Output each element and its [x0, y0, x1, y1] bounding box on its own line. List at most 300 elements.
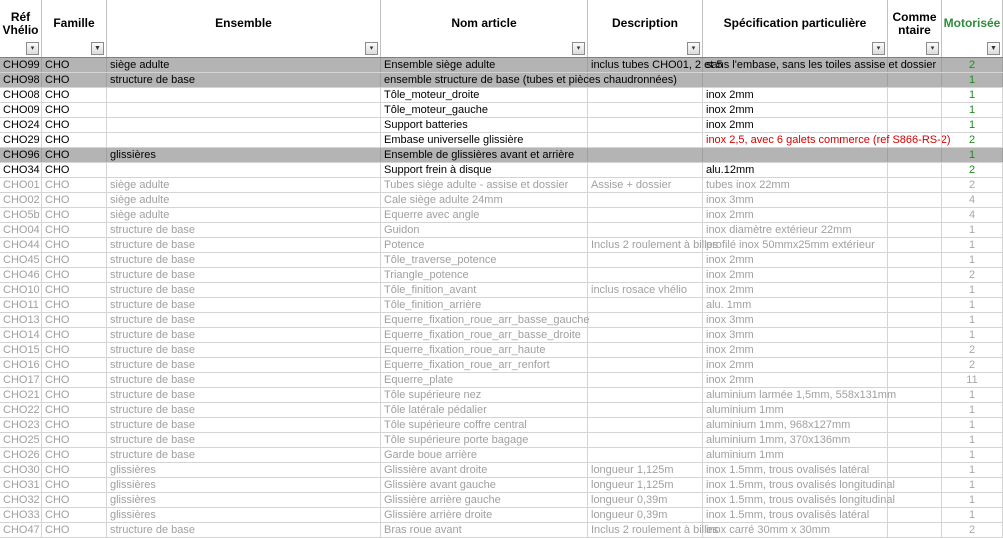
cell-nom[interactable]: Tôle_moteur_droite	[381, 88, 588, 102]
cell-desc[interactable]: longueur 1,125m	[588, 478, 703, 492]
cell-moto[interactable]: 4	[942, 208, 1003, 222]
cell-ref[interactable]: CHO15	[0, 343, 42, 357]
cell-ref[interactable]: CHO21	[0, 388, 42, 402]
table-row[interactable]	[0, 208, 1003, 223]
cell-spec[interactable]: inox 1.5mm, trous ovalisés longitudinal	[703, 493, 888, 507]
header-description	[588, 0, 703, 57]
cell-nom[interactable]: Equerre_fixation_roue_arr_renfort	[381, 358, 588, 372]
cell-ref[interactable]: CHO34	[0, 163, 42, 177]
cell-moto[interactable]: 1	[942, 103, 1003, 117]
cell-ref[interactable]: CHO31	[0, 478, 42, 492]
cell-nom[interactable]: Embase universelle glissière	[381, 133, 588, 147]
cell-nom[interactable]: Tôle supérieure nez	[381, 388, 588, 402]
cell-desc[interactable]	[588, 313, 703, 327]
cell-ensemble[interactable]	[107, 103, 381, 117]
cell-ensemble[interactable]: structure de base	[107, 268, 381, 282]
cell-spec[interactable]: inox 2mm	[703, 118, 888, 132]
cell-nom[interactable]: Equerre avec angle	[381, 208, 588, 222]
cell-desc[interactable]	[588, 358, 703, 372]
cell-comm[interactable]	[888, 493, 942, 507]
cell-ensemble[interactable]	[107, 163, 381, 177]
cell-famille[interactable]: CHO	[42, 58, 107, 72]
cell-spec[interactable]: inox 1.5mm, trous ovalisés latéral	[703, 508, 888, 522]
cell-moto[interactable]: 1	[942, 448, 1003, 462]
cell-ref[interactable]: CHO96	[0, 148, 42, 162]
cell-ref[interactable]: CHO47	[0, 523, 42, 537]
filter-dropdown-button[interactable]	[572, 42, 585, 55]
cell-desc[interactable]: inclus rosace vhélio	[588, 283, 703, 297]
cell-moto[interactable]: 1	[942, 88, 1003, 102]
cell-comm[interactable]	[888, 283, 942, 297]
cell-desc[interactable]	[588, 433, 703, 447]
cell-famille[interactable]: CHO	[42, 418, 107, 432]
cell-comm[interactable]	[888, 478, 942, 492]
cell-desc[interactable]: longueur 1,125m	[588, 463, 703, 477]
cell-moto[interactable]: 1	[942, 388, 1003, 402]
cell-desc[interactable]: inclus tubes CHO01, 2 et 5	[588, 58, 703, 72]
cell-spec[interactable]: aluminium 1mm, 968x127mm	[703, 418, 888, 432]
cell-spec[interactable]	[703, 73, 888, 87]
cell-moto[interactable]: 2	[942, 358, 1003, 372]
cell-ensemble[interactable]: structure de base	[107, 373, 381, 387]
cell-famille[interactable]: CHO	[42, 178, 107, 192]
cell-moto[interactable]: 1	[942, 253, 1003, 267]
cell-famille[interactable]: CHO	[42, 238, 107, 252]
table-row[interactable]	[0, 418, 1003, 433]
filter-dropdown-button[interactable]	[872, 42, 885, 55]
cell-spec[interactable]: inox 2mm	[703, 373, 888, 387]
cell-desc[interactable]	[588, 343, 703, 357]
cell-ensemble[interactable]: glissières	[107, 478, 381, 492]
cell-ref[interactable]: CHO98	[0, 73, 42, 87]
cell-moto[interactable]: 11	[942, 373, 1003, 387]
cell-ensemble[interactable]: structure de base	[107, 238, 381, 252]
cell-comm[interactable]	[888, 193, 942, 207]
cell-nom[interactable]: Garde boue arrière	[381, 448, 588, 462]
cell-spec[interactable]: inox 3mm	[703, 328, 888, 342]
cell-comm[interactable]	[888, 418, 942, 432]
cell-comm[interactable]	[888, 433, 942, 447]
cell-famille[interactable]: CHO	[42, 283, 107, 297]
cell-ensemble[interactable]: structure de base	[107, 73, 381, 87]
cell-comm[interactable]	[888, 163, 942, 177]
cell-famille[interactable]: CHO	[42, 388, 107, 402]
cell-spec[interactable]: inox 1.5mm, trous ovalisés longitudinal	[703, 478, 888, 492]
cell-spec[interactable]: aluminium 1mm	[703, 448, 888, 462]
cell-famille[interactable]: CHO	[42, 508, 107, 522]
cell-spec[interactable]: sans l'embase, sans les toiles assise et dossier	[703, 58, 888, 72]
cell-spec[interactable]: inox carré 30mm x 30mm	[703, 523, 888, 537]
cell-ensemble[interactable]: structure de base	[107, 433, 381, 447]
cell-spec[interactable]: inox 3mm	[703, 193, 888, 207]
cell-comm[interactable]	[888, 328, 942, 342]
cell-nom[interactable]: Glissière avant droite	[381, 463, 588, 477]
cell-ensemble[interactable]: siège adulte	[107, 178, 381, 192]
cell-nom[interactable]: Support batteries	[381, 118, 588, 132]
cell-moto[interactable]: 4	[942, 193, 1003, 207]
cell-famille[interactable]: CHO	[42, 523, 107, 537]
cell-ref[interactable]: CHO25	[0, 433, 42, 447]
cell-nom[interactable]: ensemble structure de base (tubes et pièces chaudronnées)	[381, 73, 588, 87]
table-row[interactable]	[0, 268, 1003, 283]
cell-ref[interactable]: CHO13	[0, 313, 42, 327]
table-row[interactable]	[0, 73, 1003, 88]
cell-ensemble[interactable]: glissières	[107, 508, 381, 522]
cell-desc[interactable]	[588, 268, 703, 282]
cell-desc[interactable]	[588, 103, 703, 117]
cell-moto[interactable]: 1	[942, 478, 1003, 492]
cell-ref[interactable]: CHO09	[0, 103, 42, 117]
cell-comm[interactable]	[888, 103, 942, 117]
cell-ensemble[interactable]: structure de base	[107, 358, 381, 372]
cell-famille[interactable]: CHO	[42, 403, 107, 417]
table-row[interactable]	[0, 88, 1003, 103]
cell-moto[interactable]: 1	[942, 223, 1003, 237]
cell-ref[interactable]: CHO24	[0, 118, 42, 132]
cell-desc[interactable]	[588, 298, 703, 312]
cell-spec[interactable]: alu.12mm	[703, 163, 888, 177]
cell-famille[interactable]: CHO	[42, 343, 107, 357]
cell-comm[interactable]	[888, 253, 942, 267]
cell-spec[interactable]: aluminium larmée 1,5mm, 558x131mm	[703, 388, 888, 402]
table-row[interactable]	[0, 358, 1003, 373]
cell-ensemble[interactable]: structure de base	[107, 253, 381, 267]
cell-ref[interactable]: CHO5b	[0, 208, 42, 222]
cell-comm[interactable]	[888, 373, 942, 387]
cell-comm[interactable]	[888, 298, 942, 312]
cell-famille[interactable]: CHO	[42, 448, 107, 462]
table-row[interactable]	[0, 328, 1003, 343]
cell-ref[interactable]: CHO16	[0, 358, 42, 372]
cell-famille[interactable]: CHO	[42, 118, 107, 132]
cell-comm[interactable]	[888, 58, 942, 72]
table-row[interactable]	[0, 118, 1003, 133]
cell-ensemble[interactable]	[107, 133, 381, 147]
cell-nom[interactable]: Ensemble siège adulte	[381, 58, 588, 72]
cell-nom[interactable]: Equerre_plate	[381, 373, 588, 387]
cell-famille[interactable]: CHO	[42, 88, 107, 102]
cell-moto[interactable]: 1	[942, 508, 1003, 522]
table-row[interactable]	[0, 493, 1003, 508]
cell-famille[interactable]: CHO	[42, 163, 107, 177]
cell-comm[interactable]	[888, 133, 942, 147]
cell-nom[interactable]: Glissière arrière droite	[381, 508, 588, 522]
cell-ref[interactable]: CHO29	[0, 133, 42, 147]
cell-moto[interactable]: 1	[942, 328, 1003, 342]
cell-ref[interactable]: CHO46	[0, 268, 42, 282]
cell-moto[interactable]: 2	[942, 523, 1003, 537]
cell-ensemble[interactable]: structure de base	[107, 448, 381, 462]
cell-spec[interactable]: aluminium 1mm, 370x136mm	[703, 433, 888, 447]
cell-ensemble[interactable]: structure de base	[107, 298, 381, 312]
cell-famille[interactable]: CHO	[42, 493, 107, 507]
cell-comm[interactable]	[888, 343, 942, 357]
cell-desc[interactable]	[588, 448, 703, 462]
cell-nom[interactable]: Tôle latérale pédalier	[381, 403, 588, 417]
table-row[interactable]	[0, 178, 1003, 193]
cell-famille[interactable]: CHO	[42, 328, 107, 342]
cell-ensemble[interactable]: structure de base	[107, 403, 381, 417]
cell-moto[interactable]: 1	[942, 463, 1003, 477]
table-row[interactable]	[0, 148, 1003, 163]
cell-nom[interactable]: Tôle_finition_avant	[381, 283, 588, 297]
cell-ref[interactable]: CHO11	[0, 298, 42, 312]
cell-moto[interactable]: 1	[942, 403, 1003, 417]
cell-ref[interactable]: CHO14	[0, 328, 42, 342]
header-nom-article	[381, 0, 588, 57]
cell-comm[interactable]	[888, 118, 942, 132]
cell-famille[interactable]: CHO	[42, 253, 107, 267]
cell-spec[interactable]: alu. 1mm	[703, 298, 888, 312]
cell-comm[interactable]	[888, 88, 942, 102]
cell-famille[interactable]: CHO	[42, 463, 107, 477]
cell-ref[interactable]: CHO01	[0, 178, 42, 192]
cell-nom[interactable]: Glissière arrière gauche	[381, 493, 588, 507]
cell-moto[interactable]: 2	[942, 133, 1003, 147]
cell-desc[interactable]: Assise + dossier	[588, 178, 703, 192]
cell-ensemble[interactable]: structure de base	[107, 328, 381, 342]
table-row[interactable]	[0, 478, 1003, 493]
cell-moto[interactable]: 1	[942, 238, 1003, 252]
table-row[interactable]	[0, 403, 1003, 418]
cell-moto[interactable]: 1	[942, 433, 1003, 447]
cell-ref[interactable]: CHO22	[0, 403, 42, 417]
filter-dropdown-button[interactable]	[26, 42, 39, 55]
cell-ref[interactable]: CHO33	[0, 508, 42, 522]
cell-comm[interactable]	[888, 463, 942, 477]
cell-spec[interactable]: inox 2mm	[703, 283, 888, 297]
cell-famille[interactable]: CHO	[42, 208, 107, 222]
cell-ref[interactable]: CHO02	[0, 193, 42, 207]
cell-nom[interactable]: Equerre_fixation_roue_arr_basse_gauche	[381, 313, 588, 327]
cell-desc[interactable]	[588, 73, 703, 87]
cell-famille[interactable]: CHO	[42, 133, 107, 147]
cell-spec[interactable]: inox 1.5mm, trous ovalisés latéral	[703, 463, 888, 477]
cell-comm[interactable]	[888, 73, 942, 87]
cell-desc[interactable]: longueur 0,39m	[588, 493, 703, 507]
cell-ref[interactable]: CHO99	[0, 58, 42, 72]
table-row[interactable]	[0, 253, 1003, 268]
table-row[interactable]	[0, 373, 1003, 388]
cell-comm[interactable]	[888, 448, 942, 462]
cell-desc[interactable]: Inclus 2 roulement à billes	[588, 523, 703, 537]
table-row[interactable]	[0, 283, 1003, 298]
filter-active-button[interactable]	[91, 42, 104, 55]
cell-moto[interactable]: 1	[942, 148, 1003, 162]
cell-nom[interactable]: Ensemble de glissières avant et arrière	[381, 148, 588, 162]
table-row[interactable]	[0, 103, 1003, 118]
cell-famille[interactable]: CHO	[42, 358, 107, 372]
cell-ref[interactable]: CHO44	[0, 238, 42, 252]
cell-ensemble[interactable]	[107, 88, 381, 102]
cell-moto[interactable]: 1	[942, 493, 1003, 507]
cell-comm[interactable]	[888, 358, 942, 372]
cell-ensemble[interactable]: siège adulte	[107, 208, 381, 222]
cell-ensemble[interactable]: structure de base	[107, 283, 381, 297]
cell-desc[interactable]	[588, 163, 703, 177]
table-row[interactable]	[0, 463, 1003, 478]
table-row[interactable]	[0, 163, 1003, 178]
cell-ref[interactable]: CHO45	[0, 253, 42, 267]
cell-moto[interactable]: 2	[942, 268, 1003, 282]
table-row[interactable]	[0, 238, 1003, 253]
cell-spec[interactable]: inox 2mm	[703, 88, 888, 102]
cell-desc[interactable]	[588, 388, 703, 402]
cell-ensemble[interactable]: structure de base	[107, 523, 381, 537]
table-row[interactable]	[0, 448, 1003, 463]
cell-famille[interactable]: CHO	[42, 373, 107, 387]
cell-famille[interactable]: CHO	[42, 433, 107, 447]
cell-nom[interactable]: Tôle_traverse_potence	[381, 253, 588, 267]
cell-comm[interactable]	[888, 268, 942, 282]
cell-desc[interactable]	[588, 133, 703, 147]
cell-spec[interactable]: inox 2mm	[703, 343, 888, 357]
cell-nom[interactable]: Triangle_potence	[381, 268, 588, 282]
cell-ref[interactable]: CHO04	[0, 223, 42, 237]
cell-desc[interactable]	[588, 403, 703, 417]
cell-nom[interactable]: Tôle supérieure coffre central	[381, 418, 588, 432]
table-row[interactable]	[0, 433, 1003, 448]
cell-ensemble[interactable]: glissières	[107, 463, 381, 477]
cell-spec[interactable]: tubes inox 22mm	[703, 178, 888, 192]
cell-comm[interactable]	[888, 208, 942, 222]
cell-spec[interactable]: inox diamètre extérieur 22mm	[703, 223, 888, 237]
cell-nom[interactable]: Equerre_fixation_roue_arr_haute	[381, 343, 588, 357]
table-row[interactable]	[0, 193, 1003, 208]
table-row[interactable]	[0, 133, 1003, 148]
cell-desc[interactable]	[588, 328, 703, 342]
cell-spec[interactable]	[703, 148, 888, 162]
table-row[interactable]	[0, 223, 1003, 238]
cell-moto[interactable]: 2	[942, 58, 1003, 72]
cell-moto[interactable]: 2	[942, 178, 1003, 192]
cell-desc[interactable]	[588, 88, 703, 102]
cell-comm[interactable]	[888, 508, 942, 522]
cell-nom[interactable]: Potence	[381, 238, 588, 252]
cell-spec[interactable]: inox 3mm	[703, 313, 888, 327]
cell-nom[interactable]: Cale siège adulte 24mm	[381, 193, 588, 207]
cell-moto[interactable]: 1	[942, 118, 1003, 132]
cell-nom[interactable]: Guidon	[381, 223, 588, 237]
cell-comm[interactable]	[888, 403, 942, 417]
cell-ensemble[interactable]: structure de base	[107, 343, 381, 357]
cell-famille[interactable]: CHO	[42, 103, 107, 117]
cell-ensemble[interactable]: structure de base	[107, 223, 381, 237]
table-row[interactable]	[0, 388, 1003, 403]
cell-spec[interactable]: inox 2mm	[703, 208, 888, 222]
cell-ref[interactable]: CHO32	[0, 493, 42, 507]
filter-active-button[interactable]	[987, 42, 1000, 55]
cell-comm[interactable]	[888, 313, 942, 327]
cell-nom[interactable]: Support frein à disque	[381, 163, 588, 177]
cell-nom[interactable]: Glissière avant gauche	[381, 478, 588, 492]
cell-moto[interactable]: 2	[942, 343, 1003, 357]
cell-nom[interactable]: Tôle_moteur_gauche	[381, 103, 588, 117]
cell-famille[interactable]: CHO	[42, 313, 107, 327]
cell-comm[interactable]	[888, 223, 942, 237]
cell-ref[interactable]: CHO26	[0, 448, 42, 462]
cell-ref[interactable]: CHO30	[0, 463, 42, 477]
table-row[interactable]	[0, 343, 1003, 358]
cell-nom[interactable]: Bras roue avant	[381, 523, 588, 537]
cell-comm[interactable]	[888, 148, 942, 162]
header-label: Comme ntaire	[892, 9, 937, 37]
cell-nom[interactable]: Equerre_fixation_roue_arr_basse_droite	[381, 328, 588, 342]
table-row[interactable]	[0, 58, 1003, 73]
cell-desc[interactable]	[588, 418, 703, 432]
cell-moto[interactable]: 1	[942, 418, 1003, 432]
cell-moto[interactable]: 1	[942, 73, 1003, 87]
cell-ensemble[interactable]: glissières	[107, 493, 381, 507]
cell-spec[interactable]: inox 2mm	[703, 268, 888, 282]
table-row[interactable]	[0, 523, 1003, 538]
table-row[interactable]	[0, 508, 1003, 523]
cell-ensemble[interactable]: glissières	[107, 148, 381, 162]
cell-ref[interactable]: CHO10	[0, 283, 42, 297]
cell-ensemble[interactable]: structure de base	[107, 418, 381, 432]
table-row[interactable]	[0, 313, 1003, 328]
cell-desc[interactable]	[588, 253, 703, 267]
cell-desc[interactable]: Inclus 2 roulement à billes	[588, 238, 703, 252]
cell-famille[interactable]: CHO	[42, 193, 107, 207]
cell-ensemble[interactable]: structure de base	[107, 313, 381, 327]
filter-dropdown-button[interactable]	[365, 42, 378, 55]
cell-moto[interactable]: 2	[942, 163, 1003, 177]
cell-ref[interactable]: CHO17	[0, 373, 42, 387]
cell-desc[interactable]	[588, 148, 703, 162]
cell-famille[interactable]: CHO	[42, 268, 107, 282]
cell-spec[interactable]: inox 2mm	[703, 358, 888, 372]
cell-spec[interactable]: inox 2,5, avec 6 galets commerce (ref S866-RS-2)	[703, 133, 888, 147]
cell-comm[interactable]	[888, 238, 942, 252]
cell-comm[interactable]	[888, 523, 942, 537]
cell-spec[interactable]: profilé inox 50mmx25mm extérieur	[703, 238, 888, 252]
cell-ensemble[interactable]	[107, 118, 381, 132]
cell-famille[interactable]: CHO	[42, 478, 107, 492]
filter-active-icon: ▼	[94, 45, 101, 52]
cell-ref[interactable]: CHO08	[0, 88, 42, 102]
filter-dropdown-button[interactable]	[687, 42, 700, 55]
cell-desc[interactable]	[588, 118, 703, 132]
cell-desc[interactable]	[588, 223, 703, 237]
cell-desc[interactable]	[588, 193, 703, 207]
cell-desc[interactable]	[588, 208, 703, 222]
cell-ensemble[interactable]: structure de base	[107, 388, 381, 402]
cell-spec[interactable]: aluminium 1mm	[703, 403, 888, 417]
cell-spec[interactable]: inox 2mm	[703, 253, 888, 267]
cell-comm[interactable]	[888, 388, 942, 402]
cell-ensemble[interactable]: siège adulte	[107, 58, 381, 72]
table-row[interactable]	[0, 298, 1003, 313]
filter-dropdown-button[interactable]	[926, 42, 939, 55]
cell-ref[interactable]: CHO23	[0, 418, 42, 432]
cell-ensemble[interactable]: siège adulte	[107, 193, 381, 207]
cell-desc[interactable]: longueur 0,39m	[588, 508, 703, 522]
cell-moto[interactable]: 1	[942, 298, 1003, 312]
cell-moto[interactable]: 1	[942, 283, 1003, 297]
cell-nom[interactable]: Tôle supérieure porte bagage	[381, 433, 588, 447]
cell-nom[interactable]: Tubes siège adulte - assise et dossier	[381, 178, 588, 192]
cell-nom[interactable]: Tôle_finition_arrière	[381, 298, 588, 312]
cell-desc[interactable]	[588, 373, 703, 387]
cell-famille[interactable]: CHO	[42, 73, 107, 87]
cell-moto[interactable]: 1	[942, 313, 1003, 327]
cell-comm[interactable]	[888, 178, 942, 192]
cell-spec[interactable]: inox 2mm	[703, 103, 888, 117]
cell-famille[interactable]: CHO	[42, 298, 107, 312]
cell-famille[interactable]: CHO	[42, 223, 107, 237]
cell-famille[interactable]: CHO	[42, 148, 107, 162]
